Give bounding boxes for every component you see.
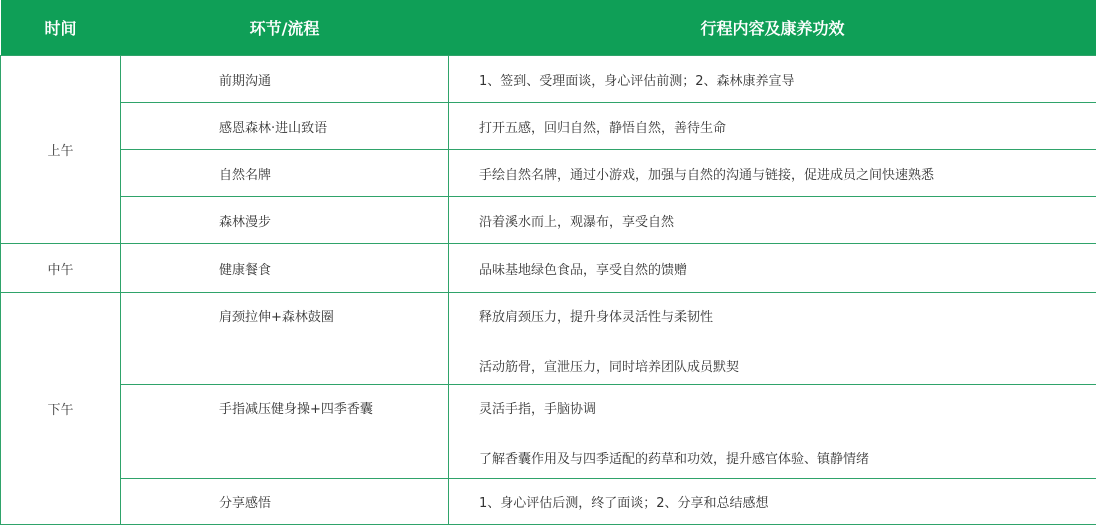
stage-cell: 分享感悟	[121, 479, 449, 525]
table-row	[1, 197, 1096, 244]
table-row	[1, 479, 1096, 525]
stage-cell: 森林漫步	[121, 197, 449, 244]
content-cell	[449, 385, 1096, 479]
table-row	[1, 385, 1096, 479]
stage-cell: 肩颈拉伸+森林鼓圈	[121, 293, 449, 385]
table-row	[1, 56, 1096, 103]
table-row	[1, 244, 1096, 293]
table-row	[1, 293, 1096, 385]
content-cell	[449, 293, 1096, 385]
table-row	[1, 103, 1096, 150]
content-cell: 打开五感，回归自然，静悟自然，善待生命	[449, 103, 1096, 150]
time-afternoon: 下午	[1, 293, 121, 525]
header-stage: 环节/流程	[121, 0, 449, 56]
content-cell: 1、签到、受理面谈，身心评估前测；2、森林康养宣导	[449, 56, 1096, 103]
header-content: 行程内容及康养功效	[449, 0, 1096, 56]
content-cell: 品味基地绿色食品，享受自然的馈赠	[449, 244, 1096, 293]
content-cell: 1、身心评估后测，终了面谈；2、分享和总结感想	[449, 479, 1096, 525]
time-morning: 上午	[1, 56, 121, 244]
table-row	[1, 150, 1096, 197]
content-cell: 沿着溪水而上，观瀑布，享受自然	[449, 197, 1096, 244]
stage-cell: 健康餐食	[121, 244, 449, 293]
stage-cell: 前期沟通	[121, 56, 449, 103]
stage-cell: 自然名牌	[121, 150, 449, 197]
stage-cell: 手指减压健身操+四季香囊	[121, 385, 449, 479]
stage-cell: 感恩森林·进山致语	[121, 103, 449, 150]
header-time: 时间	[1, 0, 121, 56]
content-line: 活动筋骨，宣泄压力，同时培养团队成员默契	[479, 360, 740, 375]
time-noon: 中午	[1, 244, 121, 293]
content-line: 了解香囊作用及与四季适配的药草和功效，提升感官体验、镇静情绪	[479, 452, 870, 467]
header-row	[1, 0, 1096, 56]
content-cell: 手绘自然名牌，通过小游戏，加强与自然的沟通与链接，促进成员之间快速熟悉	[449, 150, 1096, 197]
content-line: 灵活手指，手脑协调	[479, 402, 597, 417]
content-line: 释放肩颈压力，提升身体灵活性与柔韧性	[479, 310, 714, 325]
